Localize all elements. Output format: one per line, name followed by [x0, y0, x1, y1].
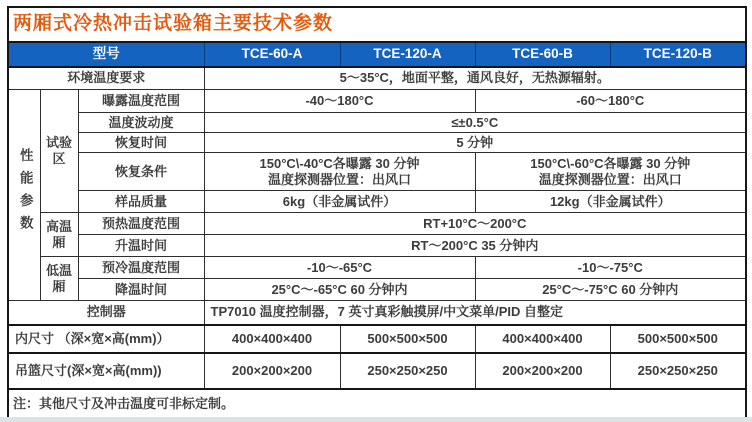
- recovery-condition-b-line2: 温度探测器位置：出风口: [538, 171, 682, 187]
- row-label-recovery-condition: 恢复条件: [78, 153, 204, 191]
- row-label-sample-mass: 样品质量: [78, 191, 204, 213]
- value-heatup-time: RT～200°C 35 分钟内: [204, 235, 746, 257]
- value-recovery-condition-b: [475, 153, 746, 191]
- value-preheat-range: RT+10°C～200°C: [204, 213, 746, 235]
- title-cell: [8, 7, 746, 42]
- value-exposure-range-a: -40～180°C: [204, 90, 475, 113]
- row-label-inner-size: 内尺寸 （深×宽×高(mm)）: [8, 325, 204, 353]
- spec-table: [7, 6, 747, 422]
- row-exposure-range: [8, 90, 746, 113]
- row-label-heatup-time: 升温时间: [78, 235, 204, 257]
- recovery-condition-b-line1: 150°C\-60°C各曝露 30 分钟: [530, 155, 691, 171]
- value-inner-size-tce-60-a: 400×400×400: [204, 325, 340, 353]
- title-row: [8, 7, 746, 42]
- value-sample-mass-a: 6kg（非金属试件）: [204, 191, 475, 213]
- recovery-condition-a-line1: 150°C\-40°C各曝露 30 分钟: [259, 155, 420, 171]
- note-text: 注：其他尺寸及冲击温度可非标定制。: [8, 389, 746, 421]
- page-bottom-edge: [0, 417, 752, 422]
- value-precool-range-b: -10～-75°C: [475, 257, 746, 279]
- row-label-temp-fluctuation: 温度波动度: [78, 113, 204, 133]
- row-label-ambient-temp: 环境温度要求: [8, 67, 204, 90]
- row-recovery-condition: [8, 153, 746, 191]
- model-header-row: [8, 42, 746, 67]
- row-label-preheat-range: 预热温度范围: [78, 213, 204, 235]
- group-test-zone: 试验区: [40, 90, 78, 213]
- row-preheat-range: [8, 213, 746, 235]
- group-performance-params-label: 性能参数: [17, 148, 33, 239]
- row-basket-size: [8, 353, 746, 389]
- page-title: 两厢式冷热冲击试验箱主要技术参数: [13, 13, 334, 34]
- row-label-exposure-range: 曝露温度范围: [78, 90, 204, 113]
- value-precool-range-a: -10～-65°C: [204, 257, 475, 279]
- row-label-controller: 控制器: [8, 301, 204, 325]
- value-inner-size-tce-120-b: 500×500×500: [610, 325, 746, 353]
- recovery-condition-a-line2: 温度探测器位置：出风口: [267, 171, 411, 187]
- value-cooldown-time-b: 25°C～-75°C 60 分钟内: [475, 279, 746, 301]
- value-inner-size-tce-120-a: 500×500×500: [340, 325, 475, 353]
- value-sample-mass-b: 12kg（非金属试件）: [475, 191, 746, 213]
- row-recovery-time: [8, 133, 746, 153]
- value-basket-size-tce-60-b: 200×200×200: [475, 353, 610, 389]
- group-high-temp-chamber: 高温厢: [40, 213, 78, 257]
- model-column-header-tce-120-a: TCE-120-A: [340, 42, 475, 67]
- row-precool-range: [8, 257, 746, 279]
- row-cooldown-time: [8, 279, 746, 301]
- value-basket-size-tce-120-a: 250×250×250: [340, 353, 475, 389]
- value-inner-size-tce-60-b: 400×400×400: [475, 325, 610, 353]
- row-heatup-time: [8, 235, 746, 257]
- row-temp-fluctuation: [8, 113, 746, 133]
- value-basket-size-tce-60-a: 200×200×200: [204, 353, 340, 389]
- row-controller: [8, 301, 746, 325]
- row-label-cooldown-time: 降温时间: [78, 279, 204, 301]
- group-performance-params: [8, 90, 40, 301]
- model-column-header-tce-60-b: TCE-60-B: [475, 42, 610, 67]
- row-inner-size: [8, 325, 746, 353]
- value-recovery-time: 5 分钟: [204, 133, 746, 153]
- row-sample-mass: [8, 191, 746, 213]
- row-label-recovery-time: 恢复时间: [78, 133, 204, 153]
- value-cooldown-time-a: 25°C～-65°C 60 分钟内: [204, 279, 475, 301]
- model-column-header-tce-60-a: TCE-60-A: [204, 42, 340, 67]
- row-ambient-temp: [8, 67, 746, 90]
- model-column-header-tce-120-b: TCE-120-B: [610, 42, 746, 67]
- row-label-basket-size: 吊篮尺寸(深×宽×高(mm)): [8, 353, 204, 389]
- value-basket-size-tce-120-b: 250×250×250: [610, 353, 746, 389]
- row-label-precool-range: 预冷温度范围: [78, 257, 204, 279]
- value-exposure-range-b: -60～180°C: [475, 90, 746, 113]
- value-recovery-condition-a: [204, 153, 475, 191]
- group-low-temp-chamber: 低温厢: [40, 257, 78, 301]
- value-controller: TP7010 温度控制器，7 英寸真彩触摸屏/中文菜单/PID 自整定: [204, 301, 746, 325]
- model-header-label: 型号: [8, 42, 204, 67]
- value-ambient-temp: 5～35°C，地面平整，通风良好，无热源辐射。: [204, 67, 746, 90]
- value-temp-fluctuation: ≤±0.5°C: [204, 113, 746, 133]
- note-row: [8, 389, 746, 421]
